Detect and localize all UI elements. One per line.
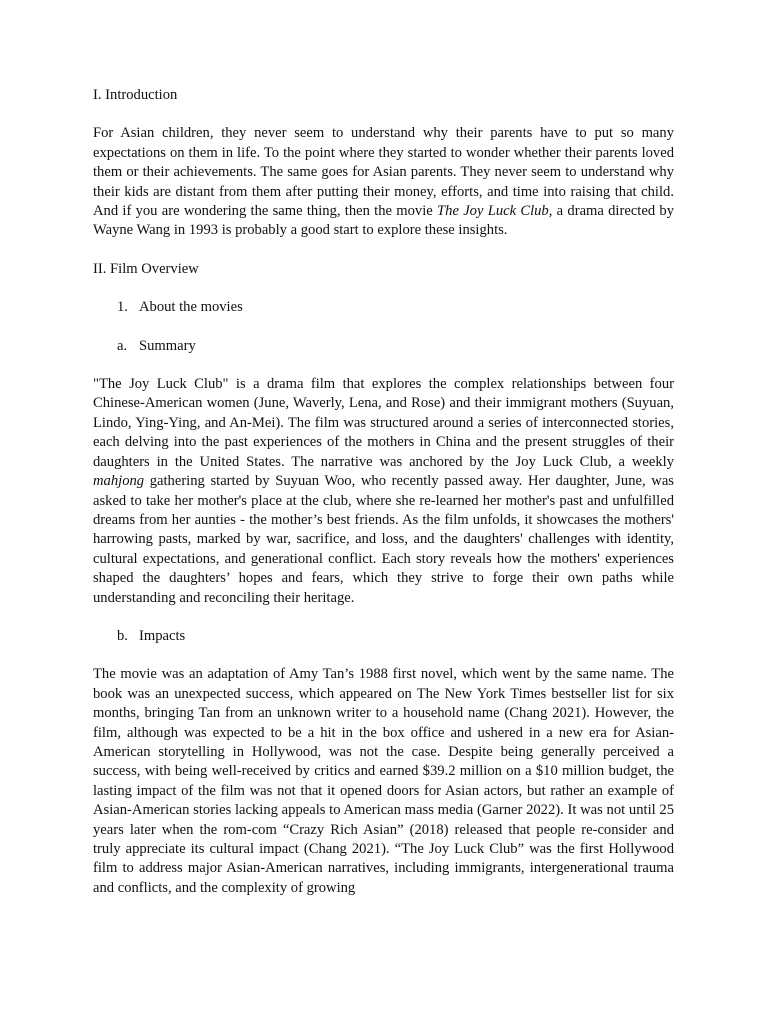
impacts-paragraph: The movie was an adaptation of Amy Tan’s 1988 first novel, which went by the same name. The book was an unexpected success, which appeared on The New York Times bestseller list for six months, bringing Tan from an unknown writer to a household name (Chang 2021). However, the film, although was expected to be a hit in the box office and ushered in a new era for Asian-American storytelling in Hollywood, was not the case. Despite being generally perceived a success, with being well-received by critics and earned $39.2 million on a $10 million budget, the lasting impact of the film was not that it opened doors for Asian actors, but rather an example of Asian-American stories lacking appeals to American mass media (Garner 2022). It was not until 25 years later when the rom-com “Crazy Rich Asian” (2018) released that people re-consider and truly appreciate its cultural impact (Chang 2021). “The Joy Luck Club” was the first Hollywood film to address major Asian-American narratives, including immigrants, intergenerational trauma and conflicts, and the complexity of growing	[93, 666, 674, 896]
document-page	[93, 86, 674, 917]
section-heading-film-overview: II. Film Overview	[93, 260, 199, 277]
list-item-about-movies	[93, 298, 674, 317]
mahjong-italic: mahjong	[93, 473, 145, 490]
list-item-impacts	[93, 627, 674, 646]
list-marker: b.	[117, 627, 128, 644]
intro-text-end: a drama directed by Wayne Wang in 1993 is probably a good start to explore these insights.	[93, 203, 674, 239]
summary-text-end: gathering started by Suyuan Woo, who recently passed away. Her daughter, June, was asked to take her mother's place at the club, where she re-learned her mother's past and unfulfilled dreams from her aunties - the mother’s best friends. As the film unfolds, it showcases the mothers' harrowing pasts, marked by war, sacrifice, and loss, and the daughters' challenges with identity, cultural expectations, and generational conflict. Each story reveals how the mothers' experiences shaped the daughters’ hopes and fears, which they strive to forge their own paths while understanding and reconciling their heritage.	[93, 473, 674, 606]
film-title-italic: The Joy Luck Club,	[437, 203, 553, 220]
list-label: About the movies	[139, 299, 243, 316]
section-heading-introduction: I. Introduction	[93, 87, 178, 103]
list-label: Summary	[139, 337, 196, 354]
list-marker: a.	[117, 337, 128, 354]
list-marker: 1.	[117, 299, 128, 316]
summary-paragraph	[93, 375, 674, 608]
summary-text-start: "The Joy Luck Club" is a drama film that explores the complex relationships between four Chinese-American women (June, Waverly, Lena, and Rose) and their immigrant mothers (Suyuan, Lindo, Ying-Ying, and An-Mei). The film was structured around a series of interconnected stories, each delving into the past experiences of the mothers in China and the present struggles of their daughters in the United States. The narrative was anchored by the Joy Luck Club, a weekly	[93, 376, 674, 470]
introduction-paragraph	[93, 124, 674, 240]
list-item-summary	[93, 337, 674, 356]
intro-text-start: For Asian children, they never seem to understand why their parents have to put so many expectations on them in life. To the point where they started to wonder whether their parents loved them or their achievements. The same goes for Asian parents. They never seem to understand why their kids are distant from them after putting their money, efforts, and time into raising that child. And if you are wondering the same thing, then the movie	[93, 125, 674, 220]
list-label: Impacts	[139, 627, 186, 644]
